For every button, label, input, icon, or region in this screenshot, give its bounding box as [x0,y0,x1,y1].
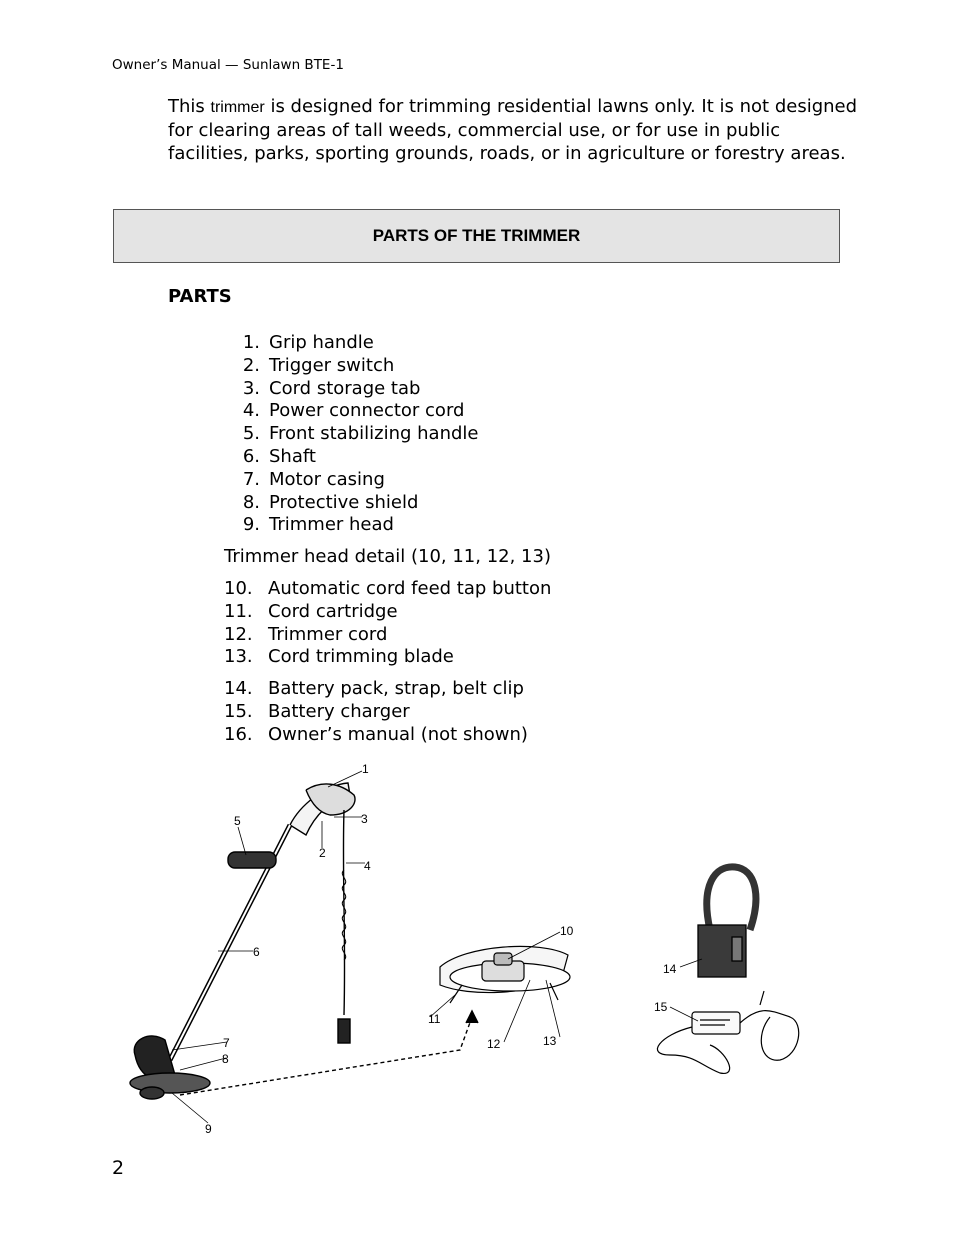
list-item [224,578,551,601]
item-number: 4. [242,400,260,422]
item-label: Grip handle [269,332,374,353]
intro-small-word: trimmer [210,99,265,116]
callout-6: 6 [253,945,260,959]
item-label: Owner’s manual (not shown) [268,723,528,745]
item-number: 5. [242,423,260,445]
item-label: Trigger switch [269,354,395,376]
callout-9: 9 [205,1122,212,1136]
item-number: 8. [242,491,260,513]
item-label: Cord trimming blade [268,646,454,668]
callout-leaders [172,771,702,1123]
list-item [224,400,479,423]
callout-5: 5 [234,814,241,828]
item-label: Cord storage tab [269,377,421,399]
parts-list-detail [224,578,551,669]
item-label: Trimmer cord [268,623,388,645]
running-header: Owner’s Manual — Sunlawn BTE-1 [112,57,344,73]
list-item [224,469,479,492]
list-item [224,701,528,724]
item-label: Cord cartridge [268,600,398,622]
battery-charger-illustration [657,991,798,1073]
list-item [224,446,479,469]
list-item [224,423,479,446]
list-item [224,601,551,624]
callout-8: 8 [222,1052,229,1066]
list-item [224,514,479,537]
callout-14: 14 [663,962,677,976]
callout-12: 12 [487,1037,501,1051]
list-item [224,355,479,378]
list-item [224,624,551,647]
item-number: 3. [242,377,260,399]
item-number: 6. [242,445,260,467]
intro-lead: This [168,96,211,117]
item-number: 10. [224,578,253,599]
trimmer-head-detail-illustration [440,946,570,1003]
item-number: 16. [224,723,253,745]
callout-10: 10 [560,924,574,938]
item-label: Power connector cord [269,400,465,422]
item-number: 2. [242,354,260,376]
callout-13: 13 [543,1034,557,1048]
list-item [224,492,479,515]
item-label: Motor casing [269,468,385,490]
parts-list-accessories [224,678,528,746]
callout-4: 4 [364,859,371,873]
parts-diagram [110,755,830,1150]
item-number: 14. [224,678,253,699]
item-label: Automatic cord feed tap button [268,578,552,599]
trimmer-head-detail-note: Trimmer head detail (10, 11, 12, 13) [224,546,551,567]
section-title-box [113,209,840,263]
list-item [224,646,551,669]
intro-rest: is designed for trimming residential lawns only. It is not designed for clearing areas of tall weeds, commercial use, or for use in public facilities, parks, sporting grounds, roads, or in agriculture or forestry areas. [168,96,858,164]
item-label: Battery charger [268,700,410,722]
list-item [224,678,528,701]
parts-list-main [224,332,479,537]
parts-heading: PARTS [168,286,232,307]
callout-7: 7 [223,1036,230,1050]
item-number: 9. [242,514,260,536]
page-number: 2 [112,1157,125,1179]
item-number: 7. [242,468,260,490]
item-label: Trimmer head [269,514,394,536]
item-number: 11. [224,600,253,622]
section-title: PARTS OF THE TRIMMER [372,226,581,245]
list-item [224,724,528,747]
callout-numbers [205,762,677,1136]
list-item [224,332,479,355]
item-number: 1. [242,332,260,353]
item-number: 13. [224,646,253,668]
callout-3: 3 [361,812,368,826]
item-label: Front stabilizing handle [269,423,479,445]
trimmer-illustration [130,783,478,1099]
callout-11: 11 [428,1012,441,1026]
callout-1: 1 [362,762,369,776]
battery-pack-illustration [698,867,756,977]
item-label: Battery pack, strap, belt clip [268,678,524,699]
item-label: Shaft [269,445,316,467]
item-number: 12. [224,623,253,645]
callout-15: 15 [654,1000,668,1014]
intro-paragraph [168,95,858,165]
callout-2: 2 [319,846,326,860]
item-number: 15. [224,700,253,722]
list-item [224,378,479,401]
item-label: Protective shield [269,491,419,513]
